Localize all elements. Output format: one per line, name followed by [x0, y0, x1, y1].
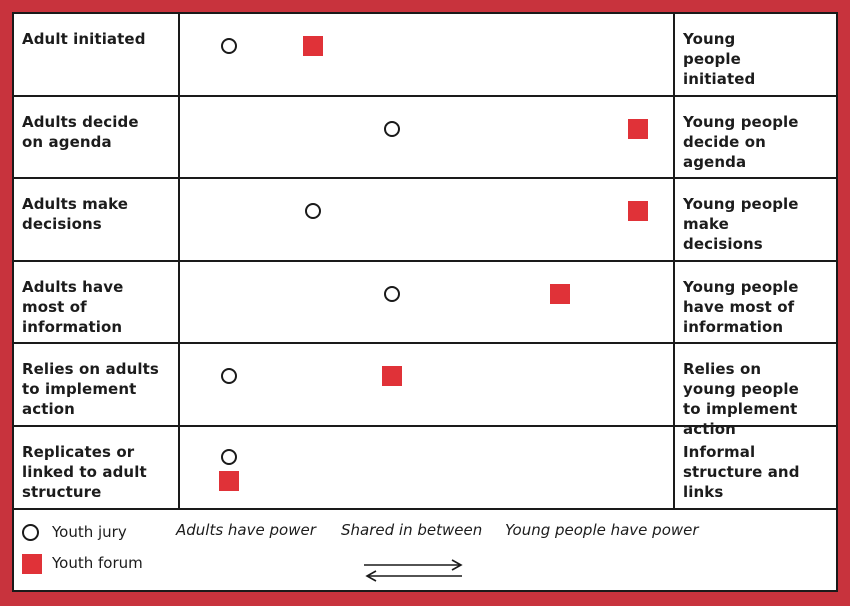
scale-label-adults: Adults have power — [176, 521, 316, 539]
row-scale-track — [180, 344, 673, 425]
row-adult-label: Relies on adults to implement action — [14, 344, 180, 425]
row-scale-track — [180, 262, 673, 342]
row-adult-label: Replicates or linked to adult structure — [14, 427, 180, 508]
row-3 — [14, 179, 836, 262]
square-marker-icon — [22, 554, 42, 574]
row-scale-track — [180, 179, 673, 260]
row-scale-track — [180, 427, 673, 508]
youth-jury-marker — [221, 449, 237, 465]
row-young-people-label: Informal structure and links — [673, 427, 836, 508]
row-young-people-label: Young people make decisions — [673, 179, 836, 260]
circle-marker-icon — [22, 524, 39, 541]
double-arrow-icon — [362, 558, 466, 584]
youth-forum-marker — [303, 36, 323, 56]
row-young-people-label: Young people decide on agenda — [673, 97, 836, 177]
row-5 — [14, 344, 836, 438]
row-adult-label: Adult initiated — [14, 14, 180, 95]
legend-forum-label: Youth forum — [52, 554, 143, 572]
youth-forum-marker — [219, 471, 239, 491]
row-adult-label: Adults have most of information — [14, 262, 180, 342]
youth-jury-marker — [221, 38, 237, 54]
youth-jury-marker — [384, 286, 400, 302]
scale-label-young: Young people have power — [505, 521, 699, 539]
row-scale-track — [180, 97, 673, 177]
youth-forum-marker — [628, 119, 648, 139]
youth-jury-marker — [305, 203, 321, 219]
row-1 — [14, 14, 836, 97]
legend-jury-label: Youth jury — [52, 523, 127, 541]
youth-jury-marker — [221, 368, 237, 384]
row-young-people-label: Young people initiated — [673, 14, 836, 95]
youth-forum-marker — [628, 201, 648, 221]
legend — [14, 510, 836, 590]
scale-label-shared: Shared in between — [341, 521, 483, 539]
row-adult-label: Adults make decisions — [14, 179, 180, 260]
youth-forum-marker — [550, 284, 570, 304]
youth-jury-marker — [384, 121, 400, 137]
row-adult-label: Adults decide on agenda — [14, 97, 180, 177]
row-2 — [14, 97, 836, 179]
row-scale-track — [180, 14, 673, 95]
row-young-people-label: Young people have most of information — [673, 262, 836, 342]
comparison-frame — [12, 12, 838, 592]
row-6 — [14, 427, 836, 510]
row-young-people-label: Relies on young people to implement action — [673, 344, 836, 425]
row-4 — [14, 262, 836, 344]
youth-forum-marker — [382, 366, 402, 386]
